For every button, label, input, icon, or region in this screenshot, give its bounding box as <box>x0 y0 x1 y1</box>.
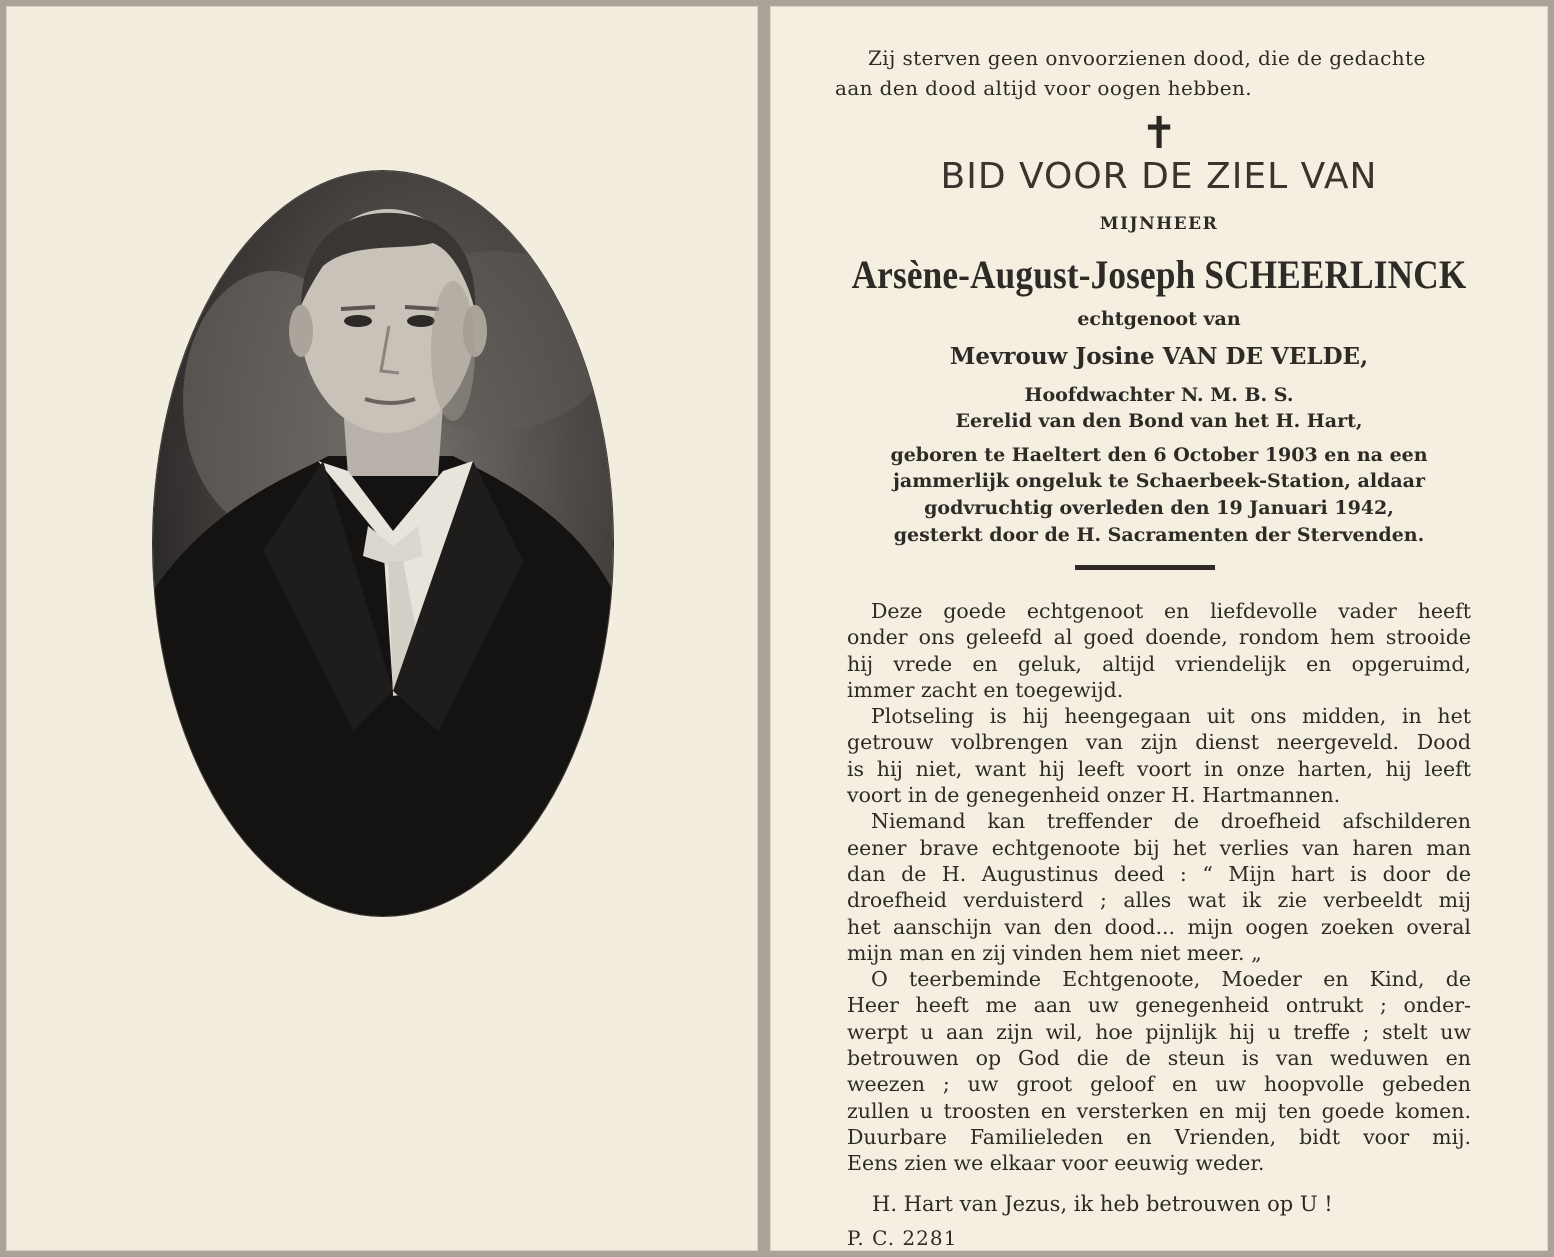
detail-line-5: godvruchtig overleden den 19 Januari 1942, <box>924 497 1394 519</box>
body-line: weezen ; uw groot geloof en uw hoopvolle gebeden <box>847 1072 1471 1097</box>
portrait-photo <box>153 171 613 916</box>
motto-line-1: Zij sterven geen onvoorzienen dood, die de gedachte <box>868 46 1426 70</box>
body-line: droefheid verduisterd ; alles wat ik zie verbeeldt mij <box>847 888 1471 913</box>
cross-icon: ✝ <box>1140 108 1178 159</box>
body-line: werpt u aan zijn wil, hoe pijnlijk hij u treffe ; stelt uw <box>847 1019 1471 1044</box>
spouse-name: Mevrouw Josine VAN DE VELDE, <box>949 343 1369 370</box>
body-line: Eens zien we elkaar voor eeuwig weder. <box>847 1151 1265 1176</box>
body-line: O teerbeminde Echtgenoote, Moeder en Kind, de <box>871 967 1471 992</box>
body-line: zullen u troosten en versterken en mij ten goede komen. <box>847 1098 1471 1123</box>
body-line: eener brave echtgenoote bij het verlies van haren man <box>847 835 1471 860</box>
body-line: Niemand kan treffender de droefheid afschilderen <box>871 809 1471 834</box>
deceased-name: Arsène-August-Joseph SCHEERLINCK <box>851 252 1467 297</box>
body-line: voort in de genegenheid onzer H. Hartmannen. <box>847 783 1341 808</box>
title-prefix: MIJNHEER <box>1099 214 1219 234</box>
closing-invocation: H. Hart van Jezus, ik heb betrouwen op U ! <box>872 1192 1333 1216</box>
portrait-illustration <box>153 171 613 916</box>
detail-line-3: geboren te Haeltert den 6 October 1903 en na een <box>890 444 1428 466</box>
motto-line-2: aan den dood altijd voor oogen hebben. <box>835 76 1252 100</box>
body-line: het aanschijn van den dood... mijn oogen zoeken overal <box>847 914 1471 939</box>
body-line: Deze goede echtgenoot en liefdevolle vader heeft <box>871 599 1471 623</box>
body-line: Duurbare Familieleden en Vrienden, bidt voor mij. <box>847 1124 1471 1149</box>
memorial-text-card <box>770 6 1548 1251</box>
body-line: immer zacht en toegewijd. <box>847 677 1124 702</box>
spouse-intro: echtgenoot van <box>1077 308 1241 330</box>
printer-code: P. C. 2281 <box>847 1226 958 1250</box>
body-line: mijn man en zij vinden hem niet meer. „ <box>847 940 1262 965</box>
body-text <box>847 598 1471 1177</box>
body-line: betrouwen op God die de steun is van weduwen en <box>847 1046 1471 1071</box>
detail-line-6: gesterkt door de H. Sacramenten der Stervenden. <box>893 524 1425 546</box>
body-line: onder ons geleefd al goed doende, rondom hem strooide <box>847 625 1471 650</box>
body-line: Heer heeft me aan uw genegenheid ontrukt ; onder- <box>847 993 1471 1018</box>
portrait-card <box>6 6 758 1251</box>
detail-line-1: Hoofdwachter N. M. B. S. <box>1024 384 1294 406</box>
detail-line-2: Eerelid van den Bond van het H. Hart, <box>955 410 1363 432</box>
prayer-heading: BID VOOR DE ZIEL VAN <box>940 156 1378 197</box>
body-line: is hij niet, want hij leeft voort in onze harten, hij leeft <box>847 756 1471 781</box>
divider-rule <box>1075 565 1215 570</box>
body-line: getrouw volbrengen van zijn dienst neergeveld. Dood <box>847 730 1471 755</box>
body-line: dan de H. Augustinus deed : “ Mijn hart is door de <box>847 861 1471 886</box>
detail-line-4: jammerlijk ongeluk te Schaerbeek-Station, aldaar <box>893 470 1425 492</box>
body-line: Plotseling is hij heengegaan uit ons midden, in het <box>871 704 1471 729</box>
body-line: hij vrede en geluk, altijd vriendelijk en opgeruimd, <box>847 651 1471 676</box>
